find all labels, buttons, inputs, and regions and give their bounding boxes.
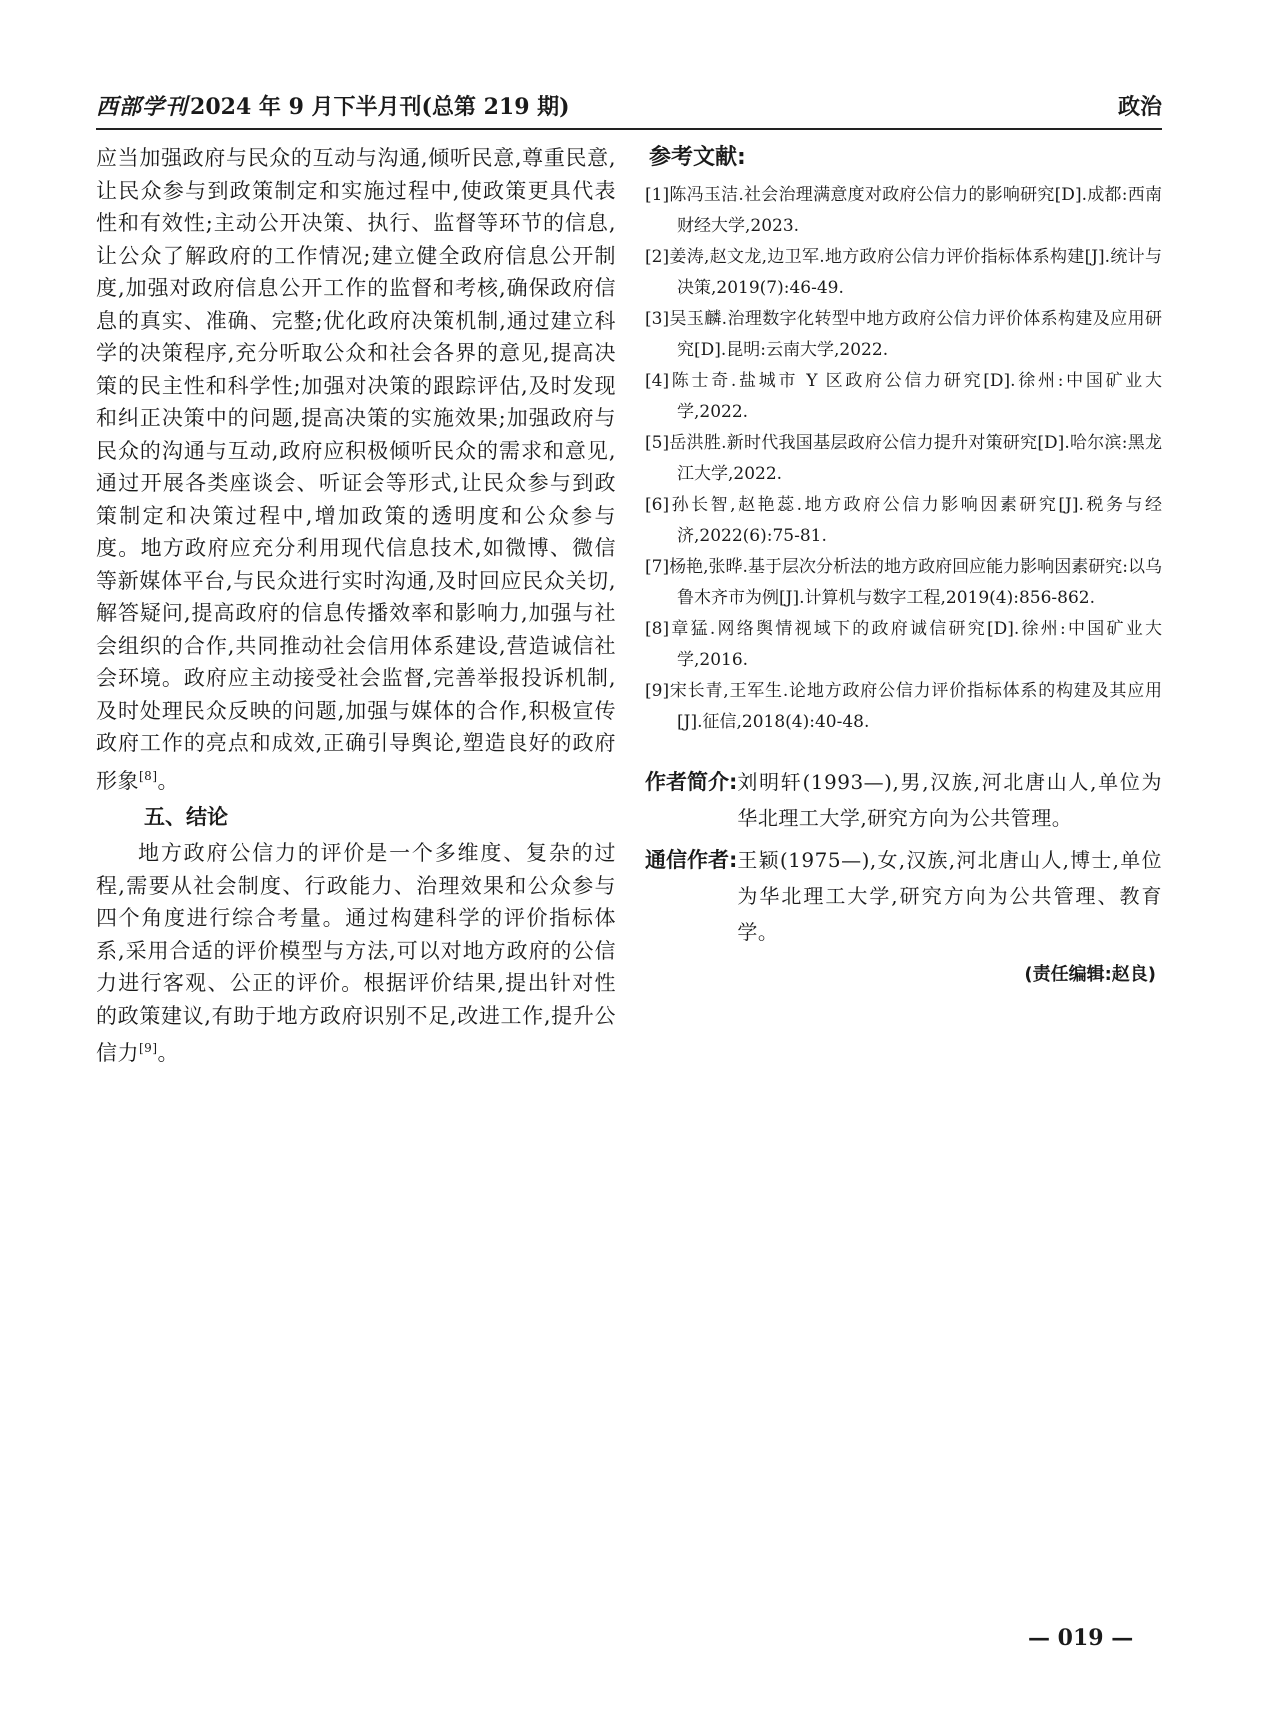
reference-item: [1]陈冯玉洁.社会治理满意度对政府公信力的影响研究[D].成都:西南财经大学,2023. [645,185,1162,236]
body-paragraph-conclusion [96,837,616,1070]
paragraph-text: 地方政府公信力的评价是一个多维度、复杂的过程,需要从社会制度、行政能力、治理效果和公众参与四个角度进行综合考量。通过构建科学的评价指标体系,采用合适的评价模型与方法,可以对地方政府的公信力进行客观、公正的评价。根据评价结果,提出针对性的政策建议,有助于地方政府识别不足,改进工作,提升公信力 [96,841,616,1065]
reference-item: [6]孙长智,赵艳蕊.地方政府公信力影响因素研究[J].税务与经济,2022(6):75-81. [645,495,1162,546]
author-bio-label: 作者简介: [645,770,738,794]
body-paragraph [96,142,616,797]
reference-item: [2]姜涛,赵文龙,边卫军.地方政府公信力评价指标体系构建[J].统计与决策,2019(7):46-49. [645,247,1162,298]
journal-logo: 西部学刊 [96,94,189,120]
section-label: 政治 [1117,95,1162,120]
citation-8: [8] [139,768,158,783]
section-heading-conclusion: 五、结论 [144,805,228,829]
corresponding-author-text: 王颖(1975—),女,汉族,河北唐山人,博士,单位为华北理工大学,研究方向为公共管理、教育学。 [737,848,1162,944]
references-title: 参考文献: [649,145,746,170]
right-column [645,142,1162,986]
reference-item: [3]吴玉麟.治理数字化转型中地方政府公信力评价体系构建及应用研究[D].昆明:云南大学,2022. [645,309,1162,360]
reference-item: [8]章猛.网络舆情视域下的政府诚信研究[D].徐州:中国矿业大学,2016. [645,619,1162,670]
page-header [96,90,1162,124]
reference-item: [4]陈士奇.盐城市 Y 区政府公信力研究[D].徐州:中国矿业大学,2022. [645,371,1162,422]
author-bio-text: 刘明轩(1993—),男,汉族,河北唐山人,单位为华北理工大学,研究方向为公共管理。 [737,770,1162,830]
editor-note: (责任编辑:赵良) [1024,964,1156,985]
issue-label: 2024 年 9 月下半月刊(总第 219 期) [190,94,570,120]
reference-item: [5]岳洪胜.新时代我国基层政府公信力提升对策研究[D].哈尔滨:黑龙江大学,2022. [645,433,1162,484]
journal-issue-line [96,90,570,121]
reference-item: [7]杨艳,张晔.基于层次分析法的地方政府回应能力影响因素研究:以乌鲁木齐市为例[J].计算机与数字工程,2019(4):856-862. [645,557,1162,608]
paragraph-end: 。 [157,768,179,793]
paragraph-text: 应当加强政府与民众的互动与沟通,倾听民意,尊重民意,让民众参与到政策制定和实施过程中,使政策更具代表性和有效性;主动公开决策、执行、监督等环节的信息,让公众了解政府的工作情况;建立健全政府信息公开制度,加强对政府信息公开工作的监督和考核,确保政府信息的真实、准确、完整;优化政府决策机制,通过建立科学的决策程序,充分听取公众和社会各界的意见,提高决策的民主性和科学性;加强对决策的跟踪评估,及时发现和纠正决策中的问题,提高决策的实施效果;加强政府与民众的沟通与互动,政府应积极倾听民众的需求和意见,通过开展各类座谈会、听证会等形式,让民众参与到政策制定和决策过程中,增加政策的透明度和公众参与度。地方政府应充分利用现代信息技术,如微博、微信等新媒体平台,与民众进行实时沟通,及时回应民众关切,解答疑问,提高政府的信息传播效率和影响力,加强与社会组织的合作,共同推动社会信用体系建设,营造诚信社会环境。政府应主动接受社会监督,完善举报投诉机制,及时处理民众反映的问题,加强与媒体的合作,积极宣传政府工作的亮点和成效,正确引导舆论,塑造良好的政府形象 [96,146,616,793]
author-bio [645,764,1162,836]
citation-9: [9] [139,1041,158,1055]
header-rule [96,128,1162,130]
corresponding-author [645,842,1162,950]
corresponding-author-label: 通信作者: [645,848,738,872]
page-number: — 019 — [1028,1625,1134,1651]
left-column [96,142,616,1070]
reference-item: [9]宋长青,王军生.论地方政府公信力评价指标体系的构建及其应用[J].征信,2018(4):40-48. [645,681,1162,732]
references-list [645,180,1162,738]
paragraph-end: 。 [157,1041,179,1065]
